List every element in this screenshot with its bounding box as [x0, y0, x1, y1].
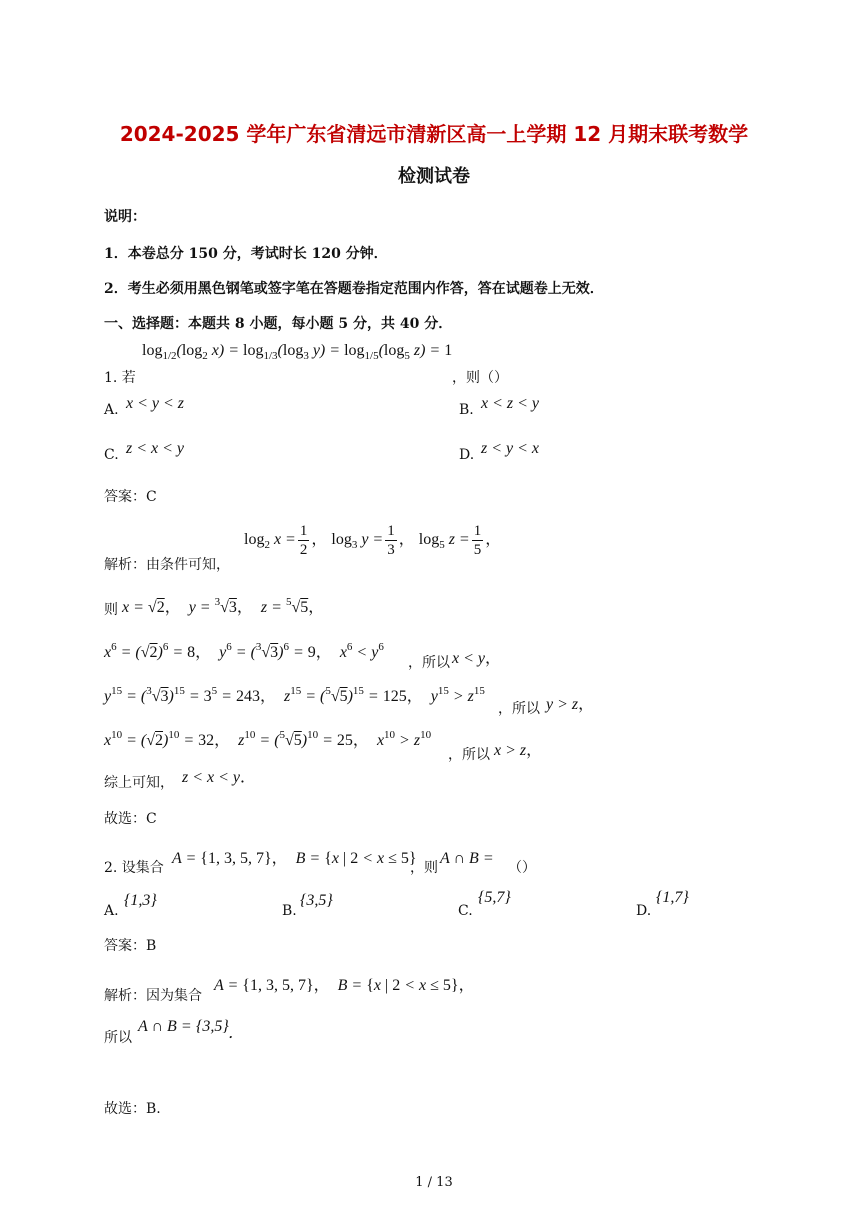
q2-option-d-label: D. [636, 903, 652, 919]
q1-condition-formula: $\log_{1/2}(\log_2$ $x) = \log_{1/3}(\log_3$ $y) = \log_{1/5}(\log_5$ z) = 1 [142, 342, 453, 362]
q1-result-yz: y > z， [546, 696, 595, 713]
q1-option-a: x < y < z [126, 395, 185, 412]
q1-option-a-label: A. [104, 402, 119, 418]
q1-option-c: z < x < y [126, 440, 185, 457]
q2-choose: 故选：B. [104, 1101, 161, 1117]
section-heading-choice: 一、选择题：本题共 8 小题，每小题 5 分，共 40 分． [104, 316, 453, 332]
q2-option-d: {1,7} [656, 889, 689, 906]
q2-option-b-label: B. [282, 903, 297, 919]
q1-so-1: ，所以 [408, 655, 450, 671]
q1-answer: 答案：C [104, 489, 157, 505]
q1-combined-result: z < x < y． [182, 769, 257, 786]
q1-compare-xy: $x^6 = (√2)^6 = 8$， $y^6 = (^3√3)^6 = 9$， $x^6 < y^6$ [104, 641, 384, 661]
q2-stem-prefix: 2. 设集合 [104, 860, 164, 876]
q1-then-label: 则 [104, 602, 118, 618]
intro-label: 说明： [104, 209, 146, 225]
page-number: 1 / 13 [415, 1175, 453, 1190]
intro-note-1: 1．本卷总分 150 分，考试时长 120 分钟． [104, 246, 388, 262]
q1-combined-label: 综上可知， [104, 775, 174, 791]
q2-result: {3,5} [196, 1018, 229, 1035]
q1-so-2: ，所以 [498, 701, 540, 717]
q1-compare-xz: $x^{10} = (√2)^{10} = 32$， $z^{10} = (^5√5)^{10} = 25$， $x^{10} > z^{10}$ [104, 729, 432, 749]
q2-option-a-label: A. [104, 903, 119, 919]
q1-stem: 1. 若 [104, 370, 136, 386]
q2-so-expr: A ∩ B = [138, 1018, 192, 1035]
q2-option-c: {5,7} [478, 889, 511, 906]
q2-sets-formula: A = {1, 3, 5, 7}， B = {x | 2 < x ≤ 5} [172, 850, 417, 867]
q1-option-b-label: B. [459, 402, 474, 418]
q2-option-c-label: C. [458, 903, 473, 919]
q1-log-values: $\log_2 x$ = $\frac{1}{2}$ ， $\log_3 y$ = $\frac{1}{3}$ ， $\log_5 z$ = $\frac{1}{5}$ ， [244, 523, 502, 558]
q2-option-b: {3,5} [300, 892, 333, 909]
q1-option-c-label: C. [104, 447, 119, 463]
q2-stem-tail: ，则 [410, 860, 438, 876]
q1-option-d-label: D. [459, 447, 475, 463]
document-subtitle: 检测试卷 [398, 166, 470, 187]
q2-analysis-intro: 解析：因为集合 [104, 988, 202, 1004]
q1-result-xy: x < y， [452, 650, 502, 667]
q1-stem-tail: ，则（） [452, 370, 508, 386]
q2-blank: （） [508, 860, 536, 876]
q1-choose: 故选：C [104, 811, 157, 827]
q1-so-3: ，所以 [448, 747, 490, 763]
q2-intersection-expr: A ∩ B = [440, 850, 494, 867]
document-title: 2024-2025 学年广东省清远市清新区高一上学期 12 月期末联考数学 [119, 122, 749, 146]
q1-xyz-roots: x = √2， y = $^3$√3， z = $^5$√5， [122, 596, 325, 616]
q1-analysis-intro: 解析：由条件可知， [104, 557, 230, 573]
q1-result-xz: x > z， [494, 742, 543, 759]
q1-compare-yz: $y^{15} = (^3√3)^{15} = 3^5 = 243$， $z^{15} = (^5√5)^{15} = 125$， $y^{15} > z^{15}$ [104, 685, 485, 705]
q2-answer: 答案：B [104, 938, 157, 954]
q1-option-d: z < y < x [481, 440, 540, 457]
q2-result-period: ． [228, 1025, 245, 1042]
intro-note-2: 2．考生必须用黑色钢笔或签字笔在答题卷指定范围内作答，答在试题卷上无效． [104, 281, 604, 297]
q2-so-label: 所以 [104, 1030, 132, 1046]
q2-analysis-sets: A = {1, 3, 5, 7}， B = {x | 2 < x ≤ 5}， [214, 977, 475, 994]
q1-option-b: x < z < y [481, 395, 540, 412]
q2-option-a: {1,3} [124, 892, 157, 909]
